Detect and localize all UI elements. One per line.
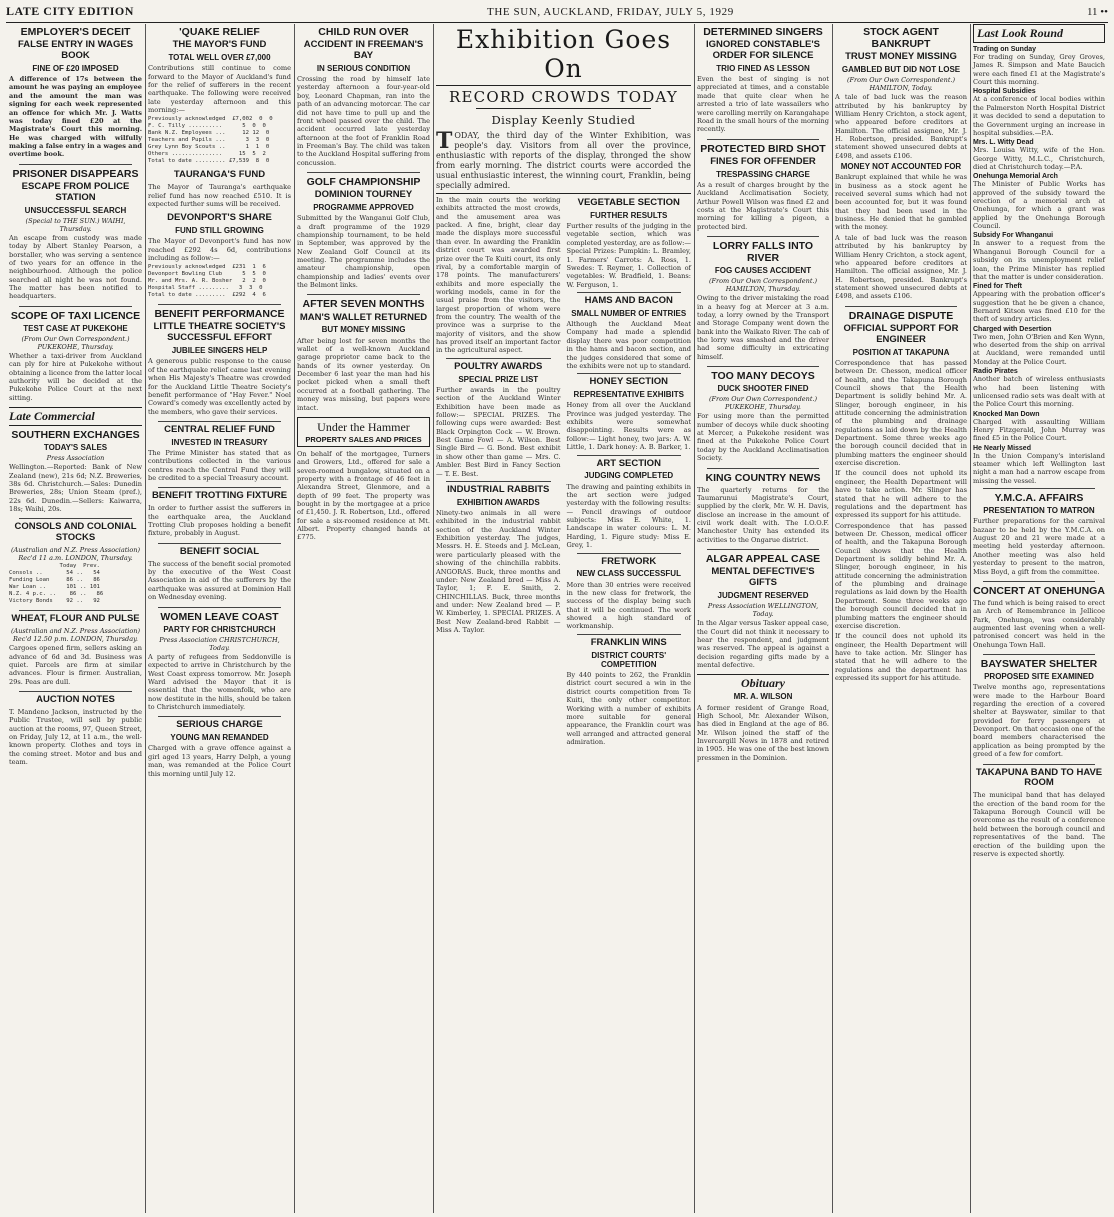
story-protected-bird	[697, 143, 829, 231]
headline: BENEFIT PERFORMANCE	[154, 308, 285, 321]
brief-body: In the Union Company's interisland steamer which left Wellington last night a man had a narrow escape from missing the vessel.	[973, 451, 1105, 485]
article-body: The fund which is being raised to erect an Arch of Remembrance in Jellicoe Park, Onehunga, was considerably augmented last evening when a well-patronised concert was held in the Onehunga Town Hall.	[973, 598, 1105, 649]
subheadline: PRESENTATION TO MATRON	[983, 506, 1095, 516]
headline: WHEAT, FLOUR AND PULSE	[11, 613, 140, 625]
subheadline: FOG CAUSES ACCIDENT	[714, 266, 812, 276]
dateline: (From Our Own Correspondent.) PUKEKOHE, Thursday.	[21, 334, 130, 351]
story-employers-deceit	[9, 26, 142, 159]
article-body: Although the Auckland Meat Company had made a splendid display there was poor competition in the hams and bacon section, and the judges considered that some of the exhibits were not up to standard.	[566, 320, 691, 370]
headline: BENEFIT SOCIAL	[179, 545, 260, 557]
article-body: Twelve months ago, representations were made to the Harbour Board regarding the erection of a covered shelter at Bayswater, similar to that provided for ferry passengers at Devonport. On that occasion one of the board members characterised the application as being prompted by the greed of a few for comfort.	[973, 683, 1105, 759]
brief-heading: Trading on Sunday	[973, 46, 1037, 53]
brief-body: At a conference of local bodies within the Palmerston North Hospital District it was decided to send a deputation to the Government urging an increase in hospital subsidies.—P.A.	[973, 95, 1105, 137]
story-tauranga-fund	[148, 170, 291, 208]
brief-body: Charged with assaulting William Henry Fitzgerald, John Murray was fined £5 in the Police Court.	[973, 417, 1105, 443]
headline: SCOPE OF TAXI LICENCE	[10, 309, 141, 322]
story-concert-onehunga	[973, 585, 1105, 649]
feature-subdeck: Display Keenly Studied	[491, 113, 636, 127]
subheadline: MAN'S WALLET RETURNED	[299, 311, 428, 323]
headline: WOMEN LEAVE COAST	[160, 610, 279, 623]
article-body: A tale of bad luck was the reason attributed by his bankruptcy by William Henry Crichton, a stock agent, who appeared before creditors at Hamilton. The official assignee, Mr. J. H. Robertson, presided. Bankrupt's statement showed unsecured debts at £498, and assets £106.	[835, 233, 967, 301]
subheadline: OFFICIAL SUPPORT FOR ENGINEER	[843, 322, 959, 345]
subheadline: MR. A. WILSON	[733, 692, 793, 702]
subheadline: FURTHER RESULTS	[590, 210, 668, 220]
article-body: An escape from custody was made today by Albert Stanley Pearson, a borstaller, who was serving a sentence of two years for an offence in the neighbourhood. Although the police searched all night he was not found. The matter has been notified to headquarters.	[9, 233, 142, 301]
article-body: Owing to the driver mistaking the road in a heavy fog at Mercer at 3 a.m. today, a lorry owned by the Transport and Storage Company went down the bank into the Waikato River. The cab of the lorry was smashed and the driver had some difficulty in extricating himself.	[697, 294, 829, 361]
story-devonport-share	[148, 213, 291, 299]
article-body: Whether a taxi-driver from Auckland can ply for hire at Pukekohe without obtaining a licence from the latter local authority will be decided at the Pukekohe Police Court at the next sitting.	[9, 351, 142, 402]
story-prisoner-disappears	[9, 168, 142, 301]
headline: TAURANGA'S FUND	[173, 169, 266, 181]
headline: GOLF CHAMPIONSHIP	[306, 176, 421, 189]
subheadline: PROGRAMME APPROVED	[313, 203, 414, 213]
article-body: If the council does not uphold its engineer, the Health Department will have to take action. Mr. Slinger has stated that he will adhere to the regulations and the department has expressed its support for his attitude.	[835, 632, 967, 683]
headline: EMPLOYER'S DECEIT	[20, 26, 131, 38]
edition-label: LATE CITY EDITION	[6, 4, 134, 18]
section-heading-commercial: Late Commercial	[9, 407, 142, 426]
subheadline: TRIO FINED AS LESSON	[716, 63, 810, 73]
page-number: 11 ••	[1086, 6, 1108, 18]
story-ymca	[973, 492, 1105, 576]
subheadline: FINE OF £20 IMPOSED	[32, 63, 119, 73]
contributions-table: Previously acknowledged £231 1 6 Devonport Bowling Club 5 5 0 Mr. and Mrs. A. R. Bosher 2 2 0 Hospital Staff ......... 3 3 0 Total to date ......... £292 4 6	[148, 264, 266, 299]
story-determined-singers	[697, 26, 829, 134]
headline: INDUSTRIAL RABBITS	[447, 483, 550, 495]
brief-heading: Subsidy For Whanganui	[973, 232, 1054, 240]
headline: 'QUAKE RELIEF	[179, 26, 260, 38]
article-body: The drawing and painting exhibits in the art section were judged yesterday with the following results:— Pencil drawings of outdoor subjects: Miss E. White, 1. Landscape in water colours: L. M. Harding, 1. Figure study: Miss E. Grey, 1.	[566, 482, 691, 550]
article-body: The success of the benefit social promoted by the executive of the West Coast Association in aid of the sufferers by the earthquake was assured at Dominion Hall on Wednesday evening.	[148, 559, 291, 602]
story-stock-agent-bankrupt	[835, 26, 967, 301]
brief-heading: Hospital Subsidies	[973, 88, 1036, 96]
article-body: Ninety-two animals in all were exhibited in the industrial rabbit section of the Auckland Winter Exhibition yesterday. The judges, Messrs. H. E. Steeds and J. McLean, were particularly pleased with the showing of the chinchilla rabbits. ANGORAS. Buck, three months and under: New Zealand bred — Miss A. Taylor, 1; F. E. Smith, 2. CHINCHILLAS. Buck, three months and under: New Zealand bred — P. W. Kimberley, 1. SPECIAL PRIZES. A Best New Zealand-bred Rabbit — Miss A. Taylor.	[436, 509, 561, 635]
subheadline: JUDGING COMPLETED	[584, 471, 674, 481]
column-2	[145, 24, 294, 1213]
article-body: In order to further assist the sufferers in the earthquake area, the Auckland Trotting Club proposes holding a benefit fixture, probably in August.	[148, 504, 291, 538]
subheadline: NEW CLASS SUCCESSFUL	[576, 569, 681, 579]
subheadline: IGNORED CONSTABLE'S ORDER FOR SILENCE	[706, 39, 820, 61]
brief-heading: Onehunga Memorial Arch	[973, 173, 1058, 181]
dateline: Press Association CHRISTCHURCH, Today.	[159, 635, 280, 652]
dateline: (Australian and N.Z. Press Association) Rec'd 12.50 p.m. LONDON, Thursday.	[10, 627, 141, 644]
headline: LORRY FALLS INTO RIVER	[712, 239, 814, 264]
story-obituary	[697, 692, 829, 762]
headline: FRETWORK	[601, 555, 657, 567]
headline: TAKAPUNA BAND TO HAVE ROOM	[975, 766, 1103, 789]
subheadline: JUBILEE SINGERS HELP	[171, 346, 268, 356]
headline: VEGETABLE SECTION	[577, 197, 680, 208]
story-taxi-licence	[9, 310, 142, 402]
box-subtitle: PROPERTY SALES AND PRICES	[305, 434, 422, 444]
article-body: A difference of 17s between the amount he was paying an employee and the amount the man was signing for each week represented an offence for which Mr. J. Watts was today fined £20 at the Magistrate's Court this morning. He was charged with wilfully making a false entry in a wages and overtime book.	[9, 75, 142, 159]
story-women-leave-coast	[148, 611, 291, 712]
obituary-heading: Obituary	[697, 674, 829, 691]
subheadline: DOMINION TOURNEY	[314, 189, 413, 201]
feature-headline: Exhibition Goes On	[455, 25, 672, 83]
headline: CHILD RUN OVER	[318, 26, 409, 38]
subheadline: SMALL NUMBER OF ENTRIES	[571, 308, 687, 318]
subheadline: DISTRICT COURTS' COMPETITION	[591, 650, 667, 669]
subheadline: TODAY'S SALES	[43, 443, 108, 453]
article-body: The Prime Minister has stated that as contributions collected in the various centres reach the Central Fund they will be credited to a special Treasury account.	[148, 449, 291, 483]
dateline: (Special to THE SUN.) WAIHI, Thursday.	[25, 216, 126, 233]
article-body: As a result of charges brought by the Auckland Acclimatisation Society, Arthur Powell Wilson was fined £2 and costs at the Magistrate's Court this morning for killing a pigeon, a protected bird.	[697, 180, 829, 231]
headline: ART SECTION	[596, 457, 661, 469]
headline: ALGAR APPEAL CASE	[705, 553, 821, 566]
dateline: Press Association WELLINGTON, Today.	[707, 602, 819, 619]
brief-heading: Fined for Theft	[973, 283, 1022, 291]
brief-heading: Knocked Man Down	[973, 410, 1040, 418]
contributions-table: Previously acknowledged £7,002 0 0 F. C. Tilly .......... 5 0 0 Bank N.Z. Employees ... 12 12 0 Teachers and Pupils ... 3 3 0 Grey Lynn Boy Scouts .. 1 1 0 Others ............... 15 5 2 Total to date ......... £7,539 8 0	[148, 116, 273, 165]
headline: CONSOLS AND COLONIAL STOCKS	[14, 521, 137, 544]
headline: SERIOUS CHARGE	[176, 719, 263, 731]
headline: TOO MANY DECOYS	[711, 370, 815, 383]
headline: STOCK AGENT BANKRUPT	[863, 26, 939, 51]
headline: CENTRAL RELIEF FUND	[164, 423, 275, 435]
subheadline: THE MAYOR'S FUND	[172, 39, 267, 51]
article-body: Further preparations for the carnival bazaar to be held by the Y.M.C.A. on August 20 and 21 were made at a meeting held yesterday afternoon. Another meeting was also held yesterday to present to the matron, Miss Boyd, a gift from the committee.	[973, 517, 1105, 576]
story-benefit-social	[148, 547, 291, 602]
headline: PROTECTED BIRD SHOT	[700, 142, 826, 155]
dropcap: T	[436, 128, 453, 154]
headline: PRISONER DISAPPEARS	[12, 167, 139, 180]
headline: KING COUNTRY NEWS	[705, 471, 821, 484]
article-body: Further awards in the poultry section of the Auckland Winter Exhibition have been made as follow:— SPECIAL PRIZES. The following cups were awarded: Best Black Orpington Cock — W. Brown. Best Game Fowl — A. Wilson. Best Single Bird — G. Bond. Best exhibit in show other than game — Mrs. C. Ambler. Best Bird in Fancy Section — T. E. Best.	[436, 385, 561, 478]
subheadline: GAMBLED BUT DID NOT LOSE	[841, 65, 961, 75]
headline: POULTRY AWARDS	[454, 360, 543, 372]
subheadline: EXHIBITION AWARDS	[456, 497, 540, 507]
article-body: T. Mandeno Jackson, instructed by the Public Trustee, will sell by public auction at the rooms, 97, Queen Street, on Friday, July 12, at 11 a.m., the well-known property. Clothes and toys in the coming street. Motor and bus and team.	[9, 707, 142, 767]
masthead	[6, 4, 1108, 23]
story-drainage-dispute	[835, 310, 967, 683]
headline: SOUTHERN EXCHANGES	[11, 429, 140, 442]
brief-heading: Radio Pirates	[973, 368, 1018, 376]
subheadline: TEST CASE AT PUKEKOHE	[23, 323, 128, 333]
dateline: (From Our Own Correspondent.) HAMILTON, Today.	[846, 76, 956, 93]
lead-text: ODAY, the third day of the Winter Exhibition, was people's day. Visitors from all over the province, enthusiastic with reports of the display, thronged the show from early morning. The district courts were accorded the usual enthusiastic interest, the winning court, Franklin, being specially admired.	[436, 131, 691, 190]
subheadline: MENTAL DEFECTIVE'S GIFTS	[711, 566, 815, 589]
subheadline: YOUNG MAN REMANDED	[170, 733, 269, 743]
dateline: (From Our Own Correspondent.) PUKEKOHE, Thursday.	[708, 395, 818, 412]
headline: DRAINAGE DISPUTE	[848, 309, 954, 322]
headline: FRANKLIN WINS	[590, 636, 667, 648]
brief-body: The Minister of Public Works has approved of the subsidy toward the erection of a memorial arch at Onehunga, for which a grant was applied by the Onehunga Borough Council.	[973, 180, 1105, 231]
story-quake-relief	[148, 26, 291, 165]
subheadline: MONEY NOT ACCOUNTED FOR	[840, 162, 962, 172]
subheadline: FINES FOR OFFENDER	[710, 155, 816, 167]
feature-exhibition	[433, 24, 694, 1213]
feature-left-column	[436, 196, 561, 748]
column-7	[970, 24, 1108, 1213]
story-bayswater-shelter	[973, 658, 1105, 758]
story-lorry-falls	[697, 240, 829, 361]
article-body: The Mayor of Devonport's fund has now reached £292 4s 6d, contributions including as follow:—	[148, 237, 291, 263]
article-body: Wellington.—Reported: Bank of New Zealand (new), 21s 6d; N.Z. Breweries, 38s 6d. Christchurch.—Sales: Dunedin Breweries, 28s; Union Steam (pref.), 22s 6d. Dunedin.—Sellers: Kaiwarra, 18s; Waihi, 20s.	[9, 463, 142, 514]
article-body: Crossing the road by himself late yesterday afternoon a four-year-old boy, Leonard Chapman, ran into the path of an advancing motorcar. The car did not have time to pull up and the front wheel passed over the child. The accident occurred late yesterday afternoon at the foot of Franklin Road in Freeman's Bay. The child was taken to the Auckland Hospital suffering from concussion.	[297, 75, 430, 167]
article-body: In the Algar versus Tasker appeal case, the Court did not think it necessary to hear the respondent, and judgment was reserved. The appeal is against a decision regarding gifts made by a mental defective.	[697, 619, 829, 669]
article-body: If the council does not uphold its engineer, the Health Department will have to take action. Mr. Slinger has stated that he will adhere to the regulations and the department has expressed its support for his attitude.	[835, 469, 967, 520]
story-after-seven-months	[297, 298, 430, 411]
article-body: A former resident of Grange Road, High School, Mr. Alexander Wilson, has died in England at the age of 86. Mr. Wilson joined the staff of the Invercargill News in 1878 and retired in 1905. He was one of the best known pressmen in the Dominion.	[697, 703, 829, 762]
under-the-hammer-box	[297, 417, 430, 447]
article-body: Correspondence that has passed between Dr. Chesson, medical officer of health, and the Takapuna Borough Council shows that the Health Department is solidly behind Mr. A. Slinger, borough engineer, in his attitude concerning the administration of the plumbing and drainage regulations as laid down by the Health Department. Some three weeks ago the borough council decided that in plumbing matters the engineer should exercise discretion.	[835, 358, 967, 468]
story-trotting-fixture	[148, 491, 291, 537]
subheadline: INVESTED IN TREASURY	[171, 437, 268, 447]
subheadline: TRUST MONEY MISSING	[845, 51, 957, 63]
article-body: More than 30 entries were received in the new class for fretwork, the success of the display being such that it will be continued. The work showed a high standard of workmanship.	[566, 580, 691, 631]
feature-lead	[436, 128, 691, 191]
brief-body: Another batch of wireless enthusiasts who had been listening with unlicensed radio sets was dealt with at the Police Court this morning.	[973, 375, 1105, 409]
last-look-round-heading: Last Look Round	[973, 24, 1105, 43]
article-body: For using more than the permitted number of decoys while duck shooting at Mercer, a Pukekohe resident was fined at the Pukekohe Police Court today by the Auckland Acclimatisation Society.	[697, 412, 829, 463]
stock-table: Today Prev. Consols .. 54 .. 54 Funding Loan 86 .. 86 War Loan .. 101 .. 101 N.Z. 4 p.c. .. 86 .. 86 Victory Bonds 92 .. 92	[9, 563, 104, 605]
columns	[6, 24, 1108, 1213]
headline: AUCTION NOTES	[36, 693, 115, 705]
headline: HAMS AND BACON	[584, 294, 673, 306]
article-body: The quarterly returns for the Taumarunui Magistrate's Court, supplied by the clerk, Mr. W. H. Davis, disclose an increase in the amount of civil work dealt with. The I.O.O.F. Manchester Unity has extended its activities to the Ongarue district.	[697, 485, 829, 544]
newspaper-dateline: THE SUN, AUCKLAND, FRIDAY, JULY 5, 1929	[487, 6, 734, 18]
box-title: Under the Hammer	[317, 419, 410, 434]
brief-body: Mrs. Louisa Witty, wife of the Hon. George Witty, M.L.C., Christchurch, died at Christchurch today.—P.A.	[973, 146, 1105, 171]
headline: DEVONPORT'S SHARE	[167, 212, 272, 224]
subheadline: LITTLE THEATRE SOCIETY'S SUCCESSFUL EFFORT	[153, 321, 286, 344]
feature-right-column	[567, 196, 692, 748]
article-body: In the main courts the working exhibits attracted the most crowds, and the amusement area was packed. A fine, bright, clear day made the displays more successful than ever. In awarding the Franklin district court was awarded first prize over the Te Kuiti court, its only rival, by a comfortable margin of 178 points. The manufacturers' exhibits and more especially the working models, came in for the usual praise from the visitors, the largest proportion of whom were from the country. The wealth of the province was a surprise to the majority of visitors, and the show has proved itself an important factor in the agricultural aspect.	[436, 196, 561, 355]
headline: HONEY SECTION	[589, 376, 668, 388]
brief-body: Appearing with the probation officer's suggestion that he be given a chance, Bernard Kitson was fined £10 for the theft of sundry articles.	[973, 290, 1105, 324]
column-1	[6, 24, 145, 1213]
story-southern-exchanges	[9, 429, 142, 513]
subheadline: TOTAL WELL OVER £7,000	[168, 52, 271, 62]
brief-heading: He Nearly Missed	[973, 444, 1031, 452]
subheadline: UNSUCCESSFUL SEARCH	[24, 205, 127, 215]
subheadline: DUCK SHOOTER FINED	[717, 384, 809, 394]
article-body: The municipal band that has delayed the erection of the band room for the Takapuna Borough Council will be overcome as the result of a conference held between the borough council and representatives of the band. The erection of the building upon the reserve is expected shortly.	[973, 791, 1105, 858]
headline: BAYSWATER SHELTER	[980, 658, 1098, 671]
article-body: Contributions still continue to come forward to the Mayor of Auckland's fund for the relief of sufferers in the recent earthquake. The following were received late yesterday afternoon and this morning:—	[148, 64, 291, 114]
dateline: Press Association	[46, 454, 105, 463]
dateline: (From Our Own Correspondent.) HAMILTON, Thursday.	[708, 277, 818, 294]
story-child-run-over	[297, 26, 430, 167]
article-body: Correspondence that has passed between Dr. Chesson, medical officer of health, and the Takapuna Borough Council shows that the Health Department is solidly behind Mr. A. Slinger, borough engineer, in his attitude concerning the administration of the plumbing and drainage regulations as laid down by the Health Department. Some three weeks ago the borough council decided that in plumbing matters the engineer should exercise discretion.	[835, 521, 967, 630]
subheadline: TRESPASSING CHARGE	[716, 169, 810, 179]
story-algar-appeal	[697, 553, 829, 669]
story-benefit-performance	[148, 308, 291, 416]
subheadline: REPRESENTATIVE EXHIBITS	[573, 390, 684, 400]
subheadline: ACCIDENT IN FREEMAN'S BAY	[303, 39, 424, 61]
subheadline: SPECIAL PRIZE LIST	[458, 374, 539, 384]
column-5	[694, 24, 832, 1213]
story-golf-championship	[297, 176, 430, 289]
article-body: Further results of the judging in the vegetable section, which was completed yesterday, are as follow:— Special Prizes: Pumpkin: L. Bramley, 1. Farmers' Carrots: A. Ross, 1. Swedes: T. Reymer, 1. Collection of vegetables: W. Bradfield, 1. Beans: W. Ferguson, 1.	[566, 222, 691, 289]
story-takapuna-band	[973, 768, 1105, 859]
headline: AFTER SEVEN MONTHS	[302, 298, 425, 311]
story-too-many-decoys	[697, 370, 829, 462]
article-body: Charged with a grave offence against a girl aged 13 years, Harry Delph, a young man, was remanded at the Police Court this morning until July 12.	[148, 744, 291, 778]
brief-body: Two men, John O'Brien and Ken Wynn, who deserted from the ship on arrival at Auckland, were remanded until Monday at the Police Court.	[973, 332, 1105, 366]
article-body: Even the best of singing is not appreciated at times, and a constable made that quite clear when he arrested a trio of late wassailers who were carolling merrily on Karangahape Road in the small hours of the morning recently.	[697, 75, 829, 134]
brief-body: In answer to a request from the Whanganui Borough Council for a subsidy on its unemployment relief loan, the Prime Minister has replied that the matter is under consideration.	[973, 239, 1105, 281]
headline: Y.M.C.A. AFFAIRS	[994, 492, 1084, 505]
article-body: A tale of bad luck was the reason attributed by his bankruptcy by William Henry Crichton, a stock agent, who appeared before creditors at Hamilton. The official assignee, Mr. J. H. Robertson, presided. Bankrupt's statement showed unsecured debts at £498, and assets £106.	[835, 93, 967, 160]
subheadline: ESCAPE FROM POLICE STATION	[21, 180, 130, 203]
story-central-relief	[148, 425, 291, 483]
article-body: By 440 points to 262, the Franklin district court secured a win in the district courts competition from Te Kuiti, the only other competitor. Working with a number of exhibits more suitable for general appearance, the Franklin court was well arranged and attracted general admiration.	[566, 671, 691, 746]
article-body: The Mayor of Tauranga's earthquake relief fund has now reached £510. It is expected further sums will be received.	[148, 183, 291, 208]
subheadline: IN SERIOUS CONDITION	[316, 63, 411, 73]
subheadline: PROPOSED SITE EXAMINED	[984, 672, 1094, 682]
brief-heading: Mrs. L. Witty Dead	[973, 139, 1034, 147]
subheadline: PARTY FOR CHRISTCHURCH	[163, 624, 276, 634]
headline: BENEFIT TROTTING FIXTURE	[151, 490, 288, 502]
subheadline: FUND STILL GROWING	[175, 226, 264, 236]
brief-body: For trading on Sunday, Grey Groves, James R. Simpson and Mate Baucich were each fined £1 at the Magistrate's Court this morning.	[973, 53, 1105, 87]
brief-heading: Charged with Desertion	[973, 325, 1052, 333]
headline: CONCERT AT ONEHUNGA	[973, 584, 1105, 597]
article-body: Bankrupt explained that while he was in business as a stock agent he received several sums which had not been accounted for, but it was found that they had been used in the business. He denied that he gambled with the money.	[835, 173, 967, 232]
article-body: After being lost for seven months the wallet of a well-known Auckland garage proprietor came back to the hands of its owner yesterday. On December 6 last year the man had his pocket picked when a small theft occurred at a football gathering. The money was missing, but papers were intact.	[297, 336, 430, 412]
headline: DETERMINED SINGERS	[703, 26, 823, 38]
article-body: A generous public response to the cause of the earthquake relief came last evening when His Majesty's Theatre was crowded for the Auckland Little Theatre Society's benefit performance of "Hay Fever." Noel Coward's comedy was excellently acted by the members, who gave their services.	[148, 357, 291, 416]
dateline: (Australian and N.Z. Press Association) Rec'd 11 a.m. LONDON, Thursday.	[10, 546, 141, 563]
column-6	[832, 24, 970, 1213]
subheadline: POSITION AT TAKAPUNA	[852, 347, 950, 357]
column-3	[294, 24, 433, 1213]
subheadline: JUDGMENT RESERVED	[717, 591, 809, 601]
article-body: On behalf of the mortgagee, Turners and Growers, Ltd., offered for sale a seven-roomed bungalow, situated on a property with a frontage of 46 feet in Alexandra Street, Glenmore, and a depth of 99 feet. The property was bought in by the mortgagee at a price of £1,450. J. R. Robertson, Ltd., offered for sale a six-roomed residence at Mt. Albert. Property changed hands at £775.	[297, 449, 430, 542]
story-auction-notes	[9, 695, 142, 766]
story-wheat	[9, 614, 142, 686]
article-body: A party of refugees from Seddonville is expected to arrive in Christchurch by the West Coast express tomorrow. Mr. Joseph Ward advised the Mayor that it is essential that the womenfolk, who are now destitute in the hills, should be taken to Christchurch immediately.	[148, 652, 291, 711]
feature-deck: RECORD CROWDS TODAY	[449, 88, 678, 106]
subheadline: BUT MONEY MISSING	[321, 325, 406, 335]
story-king-country	[697, 472, 829, 545]
story-serious-charge	[148, 720, 291, 778]
article-body: Cargoes opened firm, sellers asking an advance of 6d and 3d. Business was quiet. Parcels are firm at similar advances. Flour is firmer. Australian, 29s. Peas are dull.	[9, 644, 142, 686]
article-body: Submitted by the Wanganui Golf Club, a draft programme of the 1929 championship tournament, to be held in September, was approved by the New Zealand Golf Council at its meeting. The programme includes the amateur championship, open championship and ladies' events over the Belmont links.	[297, 214, 430, 290]
subheadline: FALSE ENTRY IN WAGES BOOK	[17, 39, 134, 61]
story-consols	[9, 522, 142, 605]
article-body: Honey from all over the Auckland Province was judged yesterday. The exhibits were somewhat disappointing. Results were as follow:— Light honey, two jars: A. W. Little, 1. Dark honey: A. B. Barker, 1.	[566, 401, 691, 452]
